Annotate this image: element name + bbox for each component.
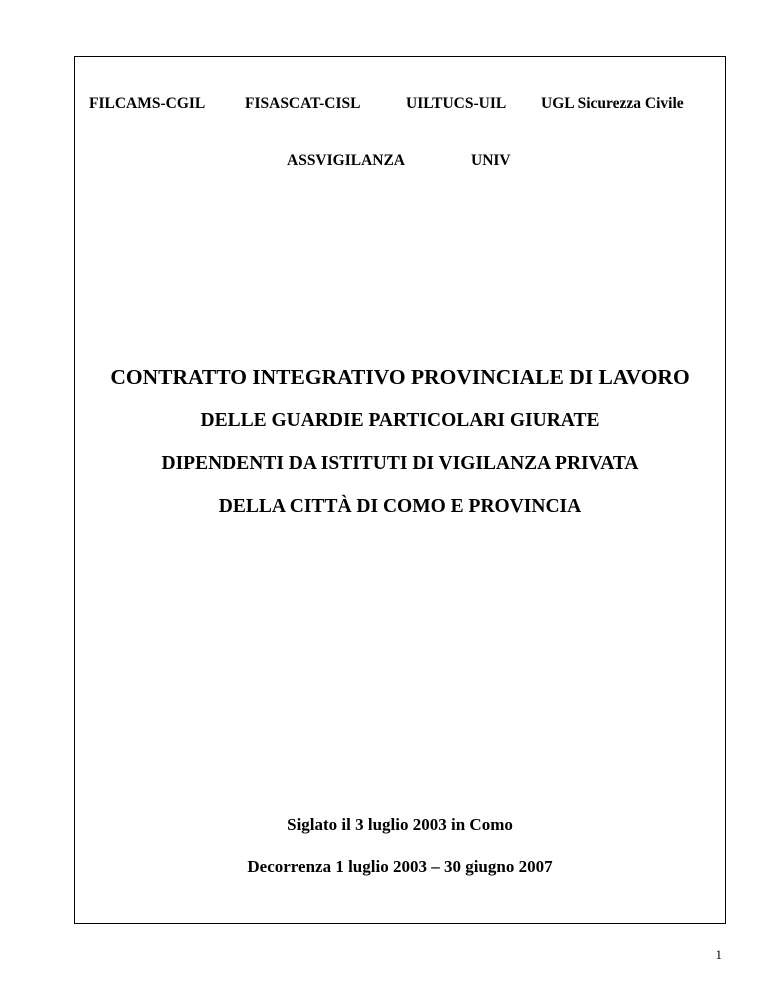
union-ugl: UGL Sicurezza Civile bbox=[541, 95, 684, 112]
associations-row bbox=[0, 152, 768, 172]
page-number: 1 bbox=[715, 947, 722, 962]
validity-period: Decorrenza 1 luglio 2003 – 30 giugno 2007 bbox=[247, 857, 553, 876]
union-fisascat: FISASCAT-CISL bbox=[245, 95, 361, 112]
union-filcams: FILCAMS-CGIL bbox=[89, 95, 206, 112]
title-line-2: DELLE GUARDIE PARTICOLARI GIURATE bbox=[200, 410, 600, 431]
document-title bbox=[74, 365, 726, 528]
association-univ: UNIV bbox=[471, 152, 511, 169]
title-line-3: DIPENDENTI DA ISTITUTI DI VIGILANZA PRIVATA bbox=[161, 453, 639, 474]
title-line-4: DELLA CITTÀ DI COMO E PROVINCIA bbox=[218, 496, 582, 517]
title-line-1: CONTRATTO INTEGRATIVO PROVINCIALE DI LAVORO bbox=[110, 365, 690, 389]
association-assvigilanza: ASSVIGILANZA bbox=[287, 152, 406, 169]
unions-row bbox=[0, 95, 768, 115]
union-uiltucs: UILTUCS-UIL bbox=[406, 95, 507, 112]
signed-date-place: Siglato il 3 luglio 2003 in Como bbox=[287, 815, 513, 834]
